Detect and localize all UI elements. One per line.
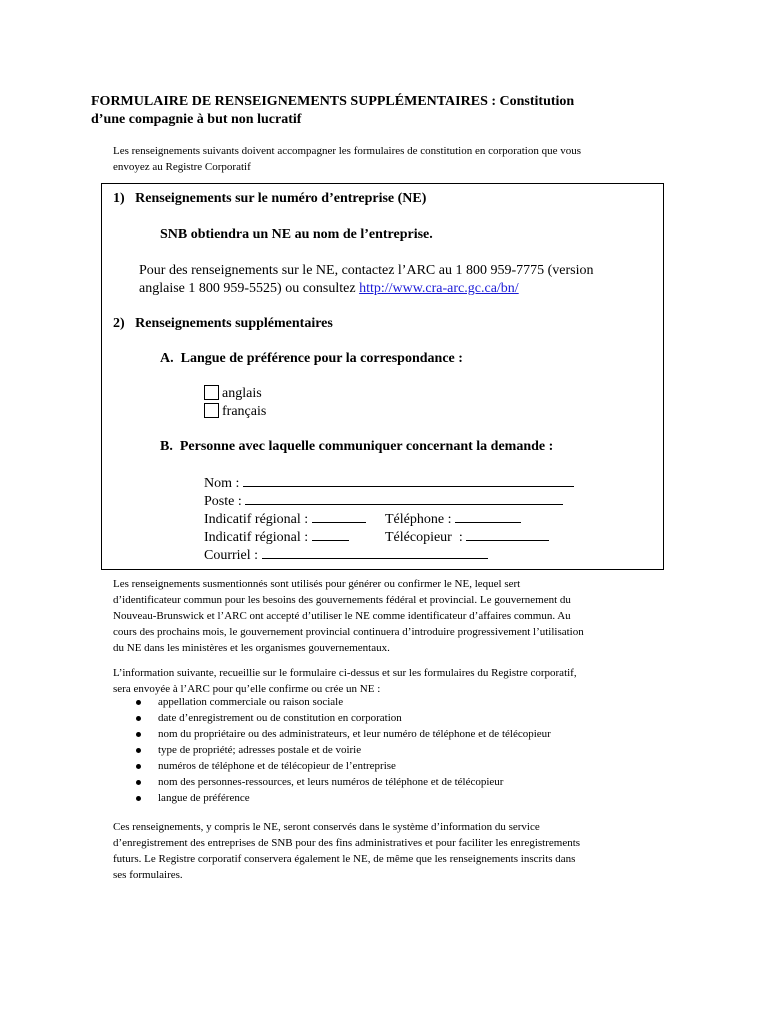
list-item-text: date d’enregistrement ou de constitution en corporation (158, 712, 402, 724)
list-item (136, 774, 551, 790)
paragraph-3-line-3: futurs. Le Registre corporatif conservera également le NE, de même que les renseignements inscrits dans (113, 853, 576, 865)
telecopieur-input-line[interactable] (466, 527, 549, 541)
paragraph-3-line-1: Ces renseignements, y compris le NE, seront conservés dans le système d’information du service (113, 821, 540, 833)
list-item (136, 790, 551, 806)
intro-text (113, 143, 673, 175)
telephone-label: Téléphone : (385, 512, 452, 527)
poste-label: Poste : (204, 494, 242, 509)
list-item-text: type de propriété; adresses postale et de voirie (158, 744, 362, 756)
field-indicatif-1 (204, 509, 366, 529)
poste-input-line[interactable] (245, 491, 563, 505)
cra-link[interactable]: http://www.cra-arc.gc.ca/bn/ (359, 281, 519, 296)
option-french[interactable] (204, 402, 266, 421)
paragraph-3-line-4: ses formulaires. (113, 869, 183, 881)
paragraph-2 (113, 665, 658, 697)
list-item (136, 694, 551, 710)
bullet-icon (136, 764, 141, 769)
paragraph-1-line-5: du NE dans les ministères et les organismes gouvernementaux. (113, 642, 390, 654)
telephone-input-line[interactable] (455, 509, 521, 523)
field-telephone (385, 509, 521, 529)
list-item (136, 742, 551, 758)
paragraph-3-line-2: d’enregistrement des entreprises de SNB pour des fins administratives et pour faciliter les enregistrements (113, 837, 581, 849)
bullet-icon (136, 780, 141, 785)
nom-label: Nom : (204, 476, 240, 491)
info-bullet-list (136, 694, 551, 806)
nom-input-line[interactable] (243, 473, 574, 487)
section-1-info-line-2 (139, 279, 519, 298)
list-item-text: numéros de téléphone et de télécopieur de l’entreprise (158, 760, 396, 772)
list-item-text: appellation commerciale ou raison sociale (158, 696, 344, 708)
bullet-icon (136, 716, 141, 721)
indicatif-2-label: Indicatif régional : (204, 530, 309, 545)
form-title-line-2: d’une compagnie à but non lucratif (91, 112, 302, 127)
courriel-input-line[interactable] (262, 545, 488, 559)
paragraph-1-line-2: d’identificateur commun pour les besoins des gouvernements fédéral et provincial. Le gouvernement du (113, 594, 571, 606)
paragraph-1 (113, 576, 658, 656)
field-poste (204, 491, 563, 511)
paragraph-1-line-3: Nouveau-Brunswick et l’ARC ont accepté d’utiliser le NE comme identificateur d’affaires commun. Au (113, 610, 571, 622)
field-nom (204, 473, 574, 493)
list-item (136, 710, 551, 726)
english-checkbox[interactable] (204, 385, 219, 400)
english-label: anglais (222, 386, 262, 401)
margin-mark (101, 274, 102, 296)
field-courriel (204, 545, 488, 565)
indicatif-1-input-line[interactable] (312, 509, 366, 523)
telecopieur-label: Télécopieur : (385, 530, 463, 545)
bullet-icon (136, 700, 141, 705)
section-1-info-line-1: Pour des renseignements sur le NE, contactez l’ARC au 1 800 959-7775 (version (139, 263, 594, 278)
part-b-heading: B. Personne avec laquelle communiquer concernant la demande : (160, 439, 554, 454)
section-1-heading: 1) Renseignements sur le numéro d’entreprise (NE) (113, 191, 427, 206)
intro-line-2: envoyez au Registre Corporatif (113, 161, 251, 173)
section-2-heading: 2) Renseignements supplémentaires (113, 316, 333, 331)
option-english[interactable] (204, 384, 262, 403)
paragraph-1-line-1: Les renseignements susmentionnés sont utilisés pour générer ou confirmer le NE, lequel sert (113, 578, 521, 590)
bullet-icon (136, 732, 141, 737)
part-a-heading: A. Langue de préférence pour la correspondance : (160, 351, 463, 366)
paragraph-3 (113, 819, 658, 883)
courriel-label: Courriel : (204, 548, 259, 563)
list-item-text: nom du propriétaire ou des administrateurs, et leur numéro de téléphone et de télécopieur (158, 728, 551, 740)
list-item-text: langue de préférence (158, 792, 250, 804)
french-label: français (222, 404, 267, 419)
form-title (91, 93, 691, 129)
field-indicatif-2 (204, 527, 349, 547)
field-telecopieur (385, 527, 549, 547)
list-item-text: nom des personnes-ressources, et leurs numéros de téléphone et de télécopieur (158, 776, 504, 788)
list-item (136, 758, 551, 774)
intro-line-1: Les renseignements suivants doivent accompagner les formulaires de constitution en corporation que vous (113, 145, 581, 157)
paragraph-1-line-4: cours des prochains mois, le gouvernement provincial continuera d’introduire progressivement l’utilisation (113, 626, 584, 638)
form-title-line-1: FORMULAIRE DE RENSEIGNEMENTS SUPPLÉMENTAIRES : Constitution (91, 94, 575, 109)
list-item (136, 726, 551, 742)
bullet-icon (136, 796, 141, 801)
indicatif-2-input-line[interactable] (312, 527, 349, 541)
paragraph-2-line-2: sera envoyée à l’ARC pour qu’elle confirme ou crée un NE : (113, 683, 381, 695)
indicatif-1-label: Indicatif régional : (204, 512, 309, 527)
section-1-info-text: anglaise 1 800 959-5525) ou consultez (139, 281, 360, 296)
french-checkbox[interactable] (204, 403, 219, 418)
section-1-subheading: SNB obtiendra un NE au nom de l’entreprise. (160, 227, 433, 242)
paragraph-2-line-1: L’information suivante, recueillie sur le formulaire ci-dessus et sur les formulaires du Registre corporatif, (113, 667, 577, 679)
bullet-icon (136, 748, 141, 753)
